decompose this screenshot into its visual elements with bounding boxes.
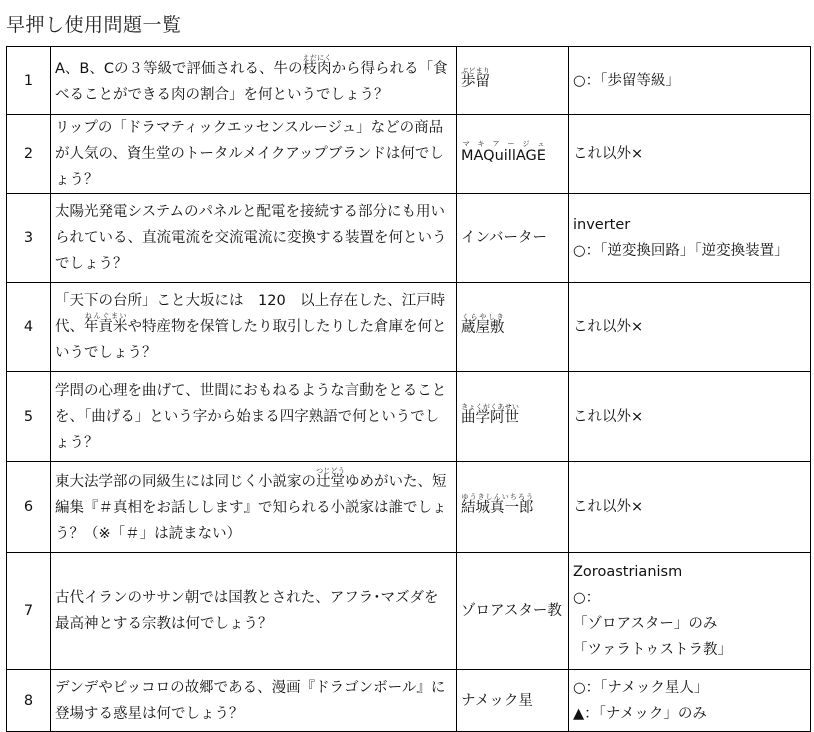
answer-cell: 曲学阿世きょくがくあせい bbox=[457, 372, 569, 462]
page-title: 早押し使用問題一覧 bbox=[6, 14, 182, 36]
table-row bbox=[7, 194, 811, 283]
question-text: リップの「ドラマティックエッセンスルージュ」などの商品が人気の、資生堂のトータルメイクアップブランドは何でしょう？ bbox=[51, 115, 457, 194]
question-table bbox=[6, 46, 811, 732]
question-number: 2 bbox=[7, 115, 51, 194]
table-row bbox=[7, 462, 811, 553]
answer-cell: 結城真一郎ゆうきしんいちろう bbox=[457, 462, 569, 553]
question-text: 太陽光発電システムのパネルと配電を接続する部分にも用いられている、直流電流を交流電流に変換する装置を何というでしょう？ bbox=[51, 194, 457, 283]
answer-cell: 蔵屋敷くらやしき bbox=[457, 283, 569, 372]
question-number: 8 bbox=[7, 670, 51, 732]
table-row bbox=[7, 47, 811, 115]
notes-cell: これ以外× bbox=[569, 283, 811, 372]
furigana: 辻堂つじどう bbox=[316, 467, 345, 490]
question-number: 7 bbox=[7, 553, 51, 670]
table-row bbox=[7, 553, 811, 670]
question-text: 東大法学部の同級生には同じく小説家の辻堂つじどうゆめがいた、短編集『＃真相をお話しします』で知られる小説家は誰でしょう？（※「＃」は読まない） bbox=[51, 462, 457, 553]
question-number: 4 bbox=[7, 283, 51, 372]
question-text: 学問の心理を曲げて、世間におもねるような言動をとることを、「曲げる」という字から始まる四字熟語で何というでしょう？ bbox=[51, 372, 457, 462]
notes-cell: ○：「ナメック星人」 ▲：「ナメック」のみ bbox=[569, 670, 811, 732]
question-text: A、B、Cの３等級で評価される、牛の枝肉えだにくから得られる「食べることができる肉の割合」を何というでしょう？ bbox=[51, 47, 457, 115]
notes-cell: ○：「歩留等級」 bbox=[569, 47, 811, 115]
notes-cell: Zoroastrianism ○： 「ゾロアスター」のみ 「ツァラトゥストラ教」 bbox=[569, 553, 811, 670]
answer-cell: MAQuillAGEマ キ ア ー ジ ュ bbox=[457, 115, 569, 194]
question-text: デンデやピッコロの故郷である、漫画『ドラゴンボール』に登場する惑星は何でしょう？ bbox=[51, 670, 457, 732]
table-row bbox=[7, 115, 811, 194]
notes-cell: これ以外× bbox=[569, 372, 811, 462]
notes-cell: これ以外× bbox=[569, 115, 811, 194]
question-number: 6 bbox=[7, 462, 51, 553]
table-row bbox=[7, 283, 811, 372]
table-row bbox=[7, 372, 811, 462]
question-text: 古代イランのササン朝では国教とされた、アフラ･マズダを最高神とする宗教は何でしょう？ bbox=[51, 553, 457, 670]
furigana: 年貢米ねんぐまい bbox=[84, 312, 128, 335]
question-number: 1 bbox=[7, 47, 51, 115]
table-row bbox=[7, 670, 811, 732]
question-number: 5 bbox=[7, 372, 51, 462]
answer-cell: ナメック星 bbox=[457, 670, 569, 732]
answer-cell: 歩留ぶどまり bbox=[457, 47, 569, 115]
furigana: 枝肉えだにく bbox=[302, 53, 332, 77]
question-text: 「天下の台所」こと大坂には 120 以上存在した、江戸時代、年貢米ねんぐまいや特産物を保管したり取引したりした倉庫を何というでしょう？ bbox=[51, 283, 457, 372]
notes-cell: inverter ○：「逆変換回路」「逆変換装置」 bbox=[569, 194, 811, 283]
question-number: 3 bbox=[7, 194, 51, 283]
notes-cell: これ以外× bbox=[569, 462, 811, 553]
answer-cell: インバーター bbox=[457, 194, 569, 283]
answer-cell: ゾロアスター教 bbox=[457, 553, 569, 670]
